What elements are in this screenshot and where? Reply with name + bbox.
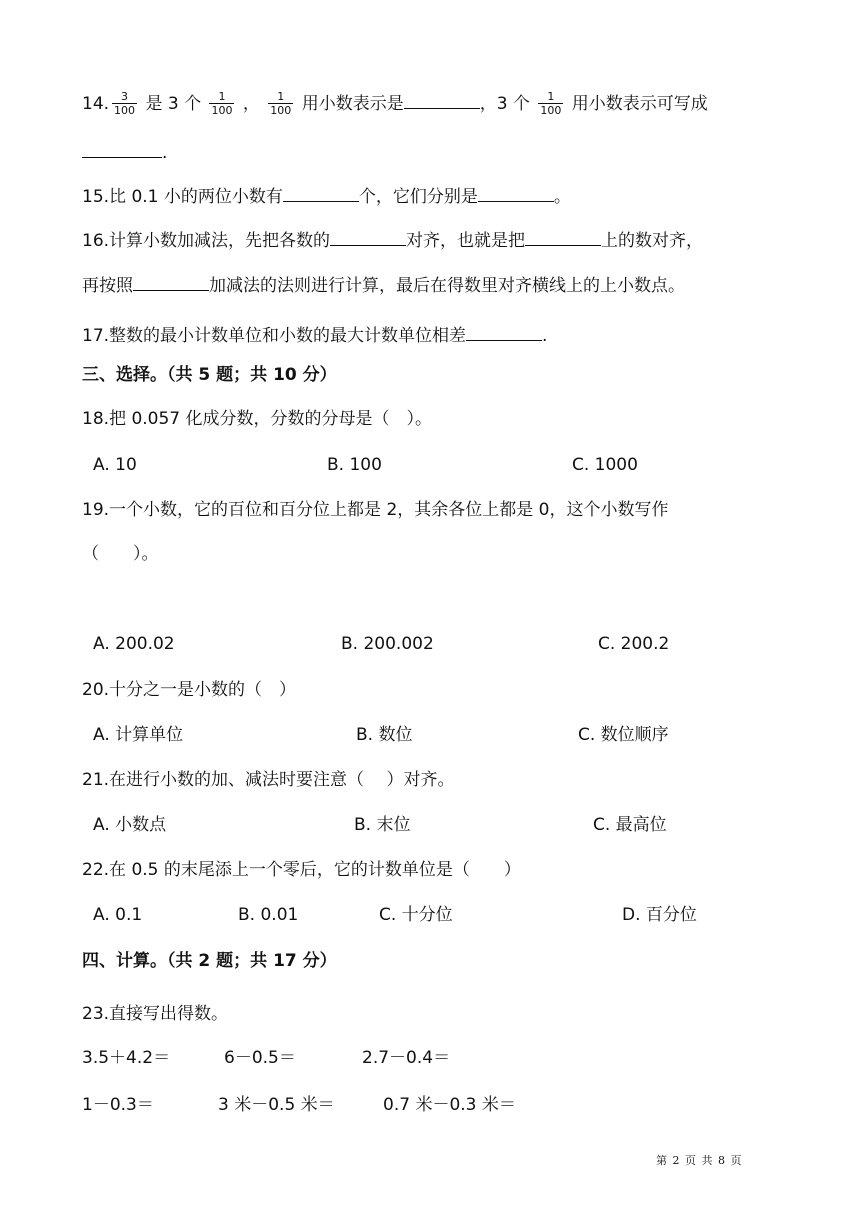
option-a[interactable]: A. 小数点	[93, 815, 167, 835]
option-b[interactable]: B. 100	[327, 455, 382, 475]
answer-blank[interactable]	[82, 142, 162, 158]
answer-blank[interactable]	[133, 275, 209, 291]
question-17: 17.整数的最小计数单位和小数的最大计数单位相差 .	[82, 326, 548, 346]
question-20: 20.十分之一是小数的（ ）	[82, 680, 297, 700]
option-a[interactable]: A. 0.1	[93, 905, 143, 925]
question-15: 15.比 0.1 小的两位小数有 个，它们分别是 。	[82, 187, 571, 207]
answer-blank[interactable]	[330, 230, 406, 246]
question-18: 18.把 0.057 化成分数，分数的分母是（ ）。	[82, 409, 433, 429]
fraction: $\frac{3}{100}$	[114, 90, 136, 118]
calc-item: 2.7－0.4＝	[362, 1048, 451, 1068]
option-c[interactable]: C. 1000	[572, 455, 638, 475]
option-b[interactable]: B. 数位	[356, 725, 413, 745]
option-a[interactable]: A. 200.02	[93, 634, 175, 654]
option-b[interactable]: B. 200.002	[341, 634, 434, 654]
answer-blank[interactable]	[404, 93, 480, 109]
page-footer: 第 2 页 共 8 页	[656, 1154, 743, 1167]
answer-blank[interactable]	[283, 186, 359, 202]
answer-blank[interactable]	[466, 325, 542, 341]
question-14-line2: .	[82, 142, 167, 162]
option-b[interactable]: B. 末位	[354, 815, 411, 835]
calc-item: 3 米－0.5 米＝	[218, 1095, 335, 1115]
question-14-line1: 14. $\frac{3}{100}$ 是 3 个 $\frac{1}{100}$ ， $\frac{1}{100}$ 用小数表示是 ，3 个 $\frac{1}{100}$ 用小数表示可写成	[82, 90, 708, 118]
q14-number: 14.	[82, 94, 110, 115]
option-d[interactable]: D. 百分位	[622, 905, 697, 925]
section-3-heading: 三、选择。（共 5 题；共 10 分）	[82, 365, 337, 385]
option-a[interactable]: A. 10	[93, 455, 137, 475]
calc-item: 0.7 米－0.3 米＝	[383, 1095, 516, 1115]
fraction: $\frac{1}{100}$	[540, 90, 562, 118]
question-23: 23.直接写出得数。	[82, 1004, 229, 1024]
calc-item: 3.5＋4.2＝	[82, 1048, 171, 1068]
option-c[interactable]: C. 最高位	[593, 815, 667, 835]
answer-blank[interactable]	[478, 186, 554, 202]
question-22: 22.在 0.5 的末尾添上一个零后，它的计数单位是（ ）	[82, 860, 521, 880]
calc-item: 6－0.5＝	[224, 1048, 296, 1068]
option-c[interactable]: C. 200.2	[598, 634, 670, 654]
question-19-line1: 19.一个小数，它的百位和百分位上都是 2，其余各位上都是 0，这个小数写作	[82, 500, 669, 520]
answer-blank[interactable]	[525, 230, 601, 246]
fraction: $\frac{1}{100}$	[211, 90, 233, 118]
option-c[interactable]: C. 数位顺序	[578, 725, 669, 745]
option-a[interactable]: A. 计算单位	[93, 725, 184, 745]
question-19-line2: （ ）。	[82, 544, 159, 564]
option-b[interactable]: B. 0.01	[238, 905, 299, 925]
fraction: $\frac{1}{100}$	[270, 90, 292, 118]
question-21: 21.在进行小数的加、减法时要注意（ ）对齐。	[82, 770, 455, 790]
question-16-line1: 16.计算小数加减法，先把各数的 对齐，也就是把 上的数对齐，	[82, 231, 704, 251]
calc-item: 1－0.3＝	[82, 1095, 154, 1115]
question-16-line2: 再按照 加减法的法则进行计算，最后在得数里对齐横线上的上小数点。	[82, 276, 685, 296]
section-4-heading: 四、计算。（共 2 题；共 17 分）	[82, 951, 337, 971]
option-c[interactable]: C. 十分位	[379, 905, 453, 925]
